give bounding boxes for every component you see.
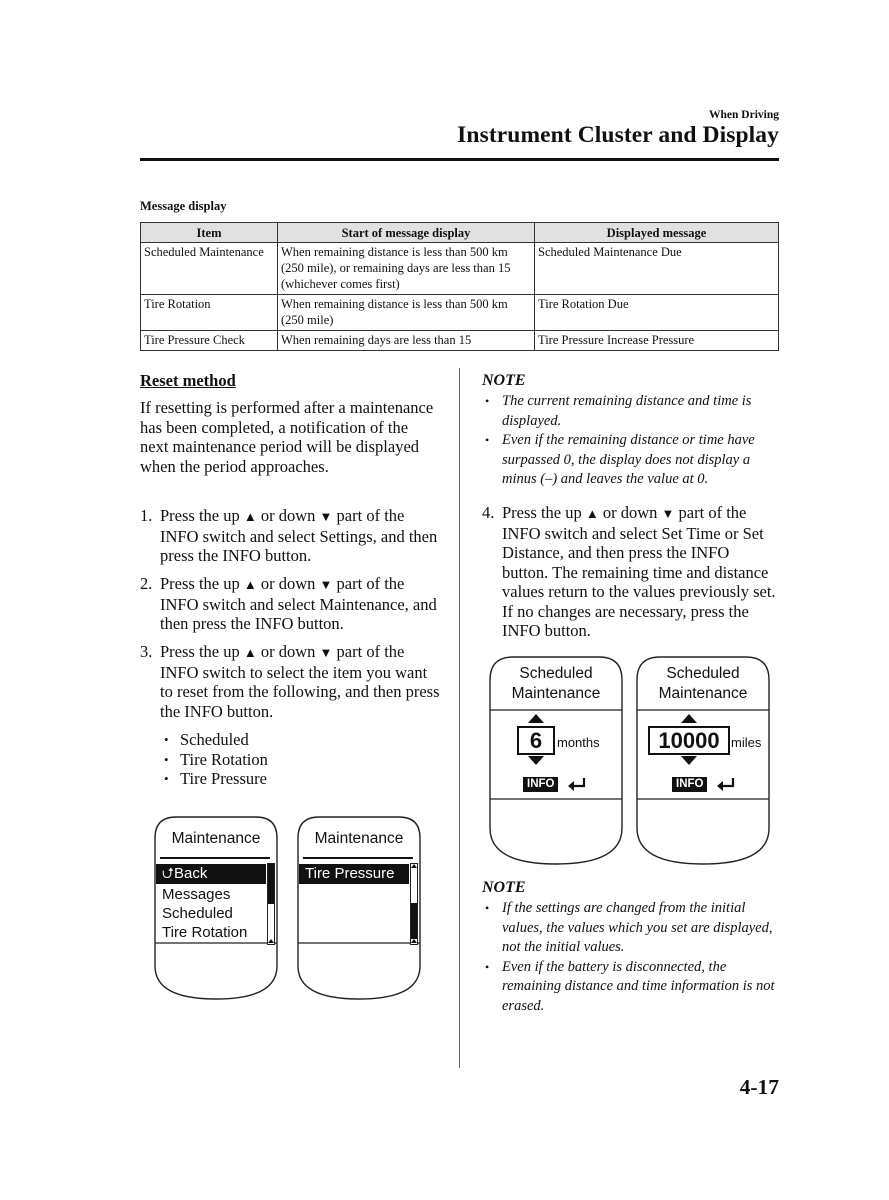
- distance-unit: miles: [731, 735, 762, 750]
- distance-value-box[interactable]: 10000: [648, 726, 730, 755]
- maintenance-menu-screen-2: [297, 816, 421, 1001]
- column-header: Item: [141, 223, 278, 243]
- down-triangle-icon: ▼: [319, 577, 333, 592]
- down-triangle-icon: ▼: [319, 645, 333, 660]
- table-row: [141, 331, 779, 351]
- step-text: Press the up: [160, 506, 240, 525]
- screen-title: Maintenance: [314, 830, 404, 847]
- menu-item-tire-pressure[interactable]: Tire Pressure: [299, 864, 409, 884]
- step-text: part of the INFO switch and select Settings, and then press the INFO button.: [160, 506, 438, 565]
- step-text: Press the up: [160, 642, 240, 661]
- step-text: part of the INFO switch and select Maintenance, and then press the INFO button.: [160, 574, 437, 633]
- step-text: Press the up: [502, 503, 582, 522]
- enter-arrow-icon: [567, 777, 587, 791]
- note-item: • If the settings are changed from the initial values, the values which you set are displayed, not the initial values.: [482, 899, 779, 958]
- note-item: • Even if the remaining distance or time have surpassed 0, the display does not display a minus (–) and leaves the value at 0.: [482, 431, 779, 490]
- menu-item-label: Back: [174, 865, 208, 882]
- table-caption: Message display: [140, 199, 227, 213]
- info-badge: INFO: [523, 777, 558, 792]
- screen-title-line1: Scheduled: [519, 665, 593, 682]
- step-text: Press the up: [160, 574, 240, 593]
- step-number: 1.: [140, 506, 153, 525]
- table-header-row: [141, 223, 779, 243]
- list-item: • Tire Rotation: [160, 750, 420, 770]
- step-text: part of the INFO switch to select the item you want to reset from the following, and then press the INFO button.: [160, 642, 440, 721]
- step-2: [140, 574, 440, 634]
- note-item: • Even if the battery is disconnected, the remaining distance and time information is not erased.: [482, 958, 779, 1017]
- table-cell: Scheduled Maintenance Due: [535, 243, 779, 295]
- up-triangle-icon: ▲: [243, 509, 257, 524]
- step-text: part of the INFO switch and select Set Time or Set Distance, and then press the INFO button. The remaining time and distance values return to the values previously set. If no changes are necessary, press the INFO button.: [502, 503, 776, 640]
- up-triangle-icon: ▲: [243, 577, 257, 592]
- list-item: • Tire Pressure: [160, 769, 420, 789]
- step-number: 3.: [140, 642, 153, 661]
- back-arrow-icon: ⮍: [162, 865, 175, 882]
- step-number: 2.: [140, 574, 153, 593]
- maintenance-menu-screen-1: [154, 816, 278, 1001]
- step-4: [482, 503, 779, 641]
- set-time-screen: [489, 656, 623, 866]
- table-row: [141, 295, 779, 331]
- table-cell: Tire Rotation: [141, 295, 278, 331]
- screen-title-line2: Maintenance: [658, 685, 748, 702]
- info-badge: INFO: [672, 777, 707, 792]
- table-cell: When remaining distance is less than 500 km (250 mile), or remaining days are less than 15 (whichever comes first): [278, 243, 535, 295]
- down-triangle-icon: ▼: [319, 509, 333, 524]
- screen-rule: [303, 857, 413, 859]
- section-label: When Driving: [709, 109, 779, 121]
- scrollbar[interactable]: [410, 863, 418, 945]
- reset-method-heading: Reset method: [140, 371, 236, 390]
- set-distance-screen: [636, 656, 770, 866]
- scrollbar[interactable]: [267, 863, 275, 945]
- screen-title: Maintenance: [171, 830, 261, 847]
- list-item: • Scheduled: [160, 730, 420, 750]
- screen-title-line2: Maintenance: [511, 685, 601, 702]
- message-table: [140, 222, 779, 351]
- step-text: or down: [260, 574, 316, 593]
- reset-item-list: [160, 730, 420, 789]
- note-list: [482, 392, 779, 490]
- table-row: [141, 243, 779, 295]
- menu-item-tire-rotation[interactable]: Tire Rotation: [162, 924, 248, 941]
- page-number: 4-17: [739, 1075, 779, 1099]
- down-triangle-icon[interactable]: [528, 756, 544, 766]
- down-triangle-icon: ▼: [661, 506, 675, 521]
- page-title: Instrument Cluster and Display: [457, 122, 779, 148]
- enter-arrow-icon: [716, 777, 736, 791]
- up-triangle-icon[interactable]: [528, 713, 544, 723]
- column-divider: [459, 368, 460, 1068]
- table-cell: Scheduled Maintenance: [141, 243, 278, 295]
- screen-rule: [160, 857, 270, 859]
- screen-title-line1: Scheduled: [666, 665, 740, 682]
- table-cell: Tire Rotation Due: [535, 295, 779, 331]
- note-list: [482, 899, 779, 1016]
- title-rule: [140, 158, 779, 161]
- time-value-box[interactable]: 6: [517, 726, 555, 755]
- column-header: Start of message display: [278, 223, 535, 243]
- menu-item-messages[interactable]: Messages: [162, 886, 231, 903]
- up-triangle-icon: ▲: [585, 506, 599, 521]
- time-unit: months: [557, 735, 600, 750]
- down-triangle-icon[interactable]: [681, 756, 697, 766]
- note-item: • The current remaining distance and time is displayed.: [482, 392, 779, 431]
- reset-intro-text: If resetting is performed after a maintenance has been completed, a notification of the next maintenance period will be displayed when the period approaches.: [140, 398, 434, 476]
- note-heading: NOTE: [482, 372, 526, 389]
- column-header: Displayed message: [535, 223, 779, 243]
- up-triangle-icon: ▲: [243, 645, 257, 660]
- table-cell: When remaining distance is less than 500 km (250 mile): [278, 295, 535, 331]
- step-text: or down: [260, 642, 316, 661]
- step-text: or down: [260, 506, 316, 525]
- menu-item-scheduled[interactable]: Scheduled: [162, 905, 233, 922]
- note-heading: NOTE: [482, 879, 526, 896]
- step-3: [140, 642, 440, 721]
- table-cell: Tire Pressure Increase Pressure: [535, 331, 779, 351]
- up-triangle-icon[interactable]: [681, 713, 697, 723]
- step-1: [140, 506, 440, 566]
- step-number: 4.: [482, 503, 495, 522]
- table-cell: When remaining days are less than 15: [278, 331, 535, 351]
- table-cell: Tire Pressure Check: [141, 331, 278, 351]
- step-text: or down: [602, 503, 658, 522]
- menu-item-back[interactable]: [156, 864, 266, 884]
